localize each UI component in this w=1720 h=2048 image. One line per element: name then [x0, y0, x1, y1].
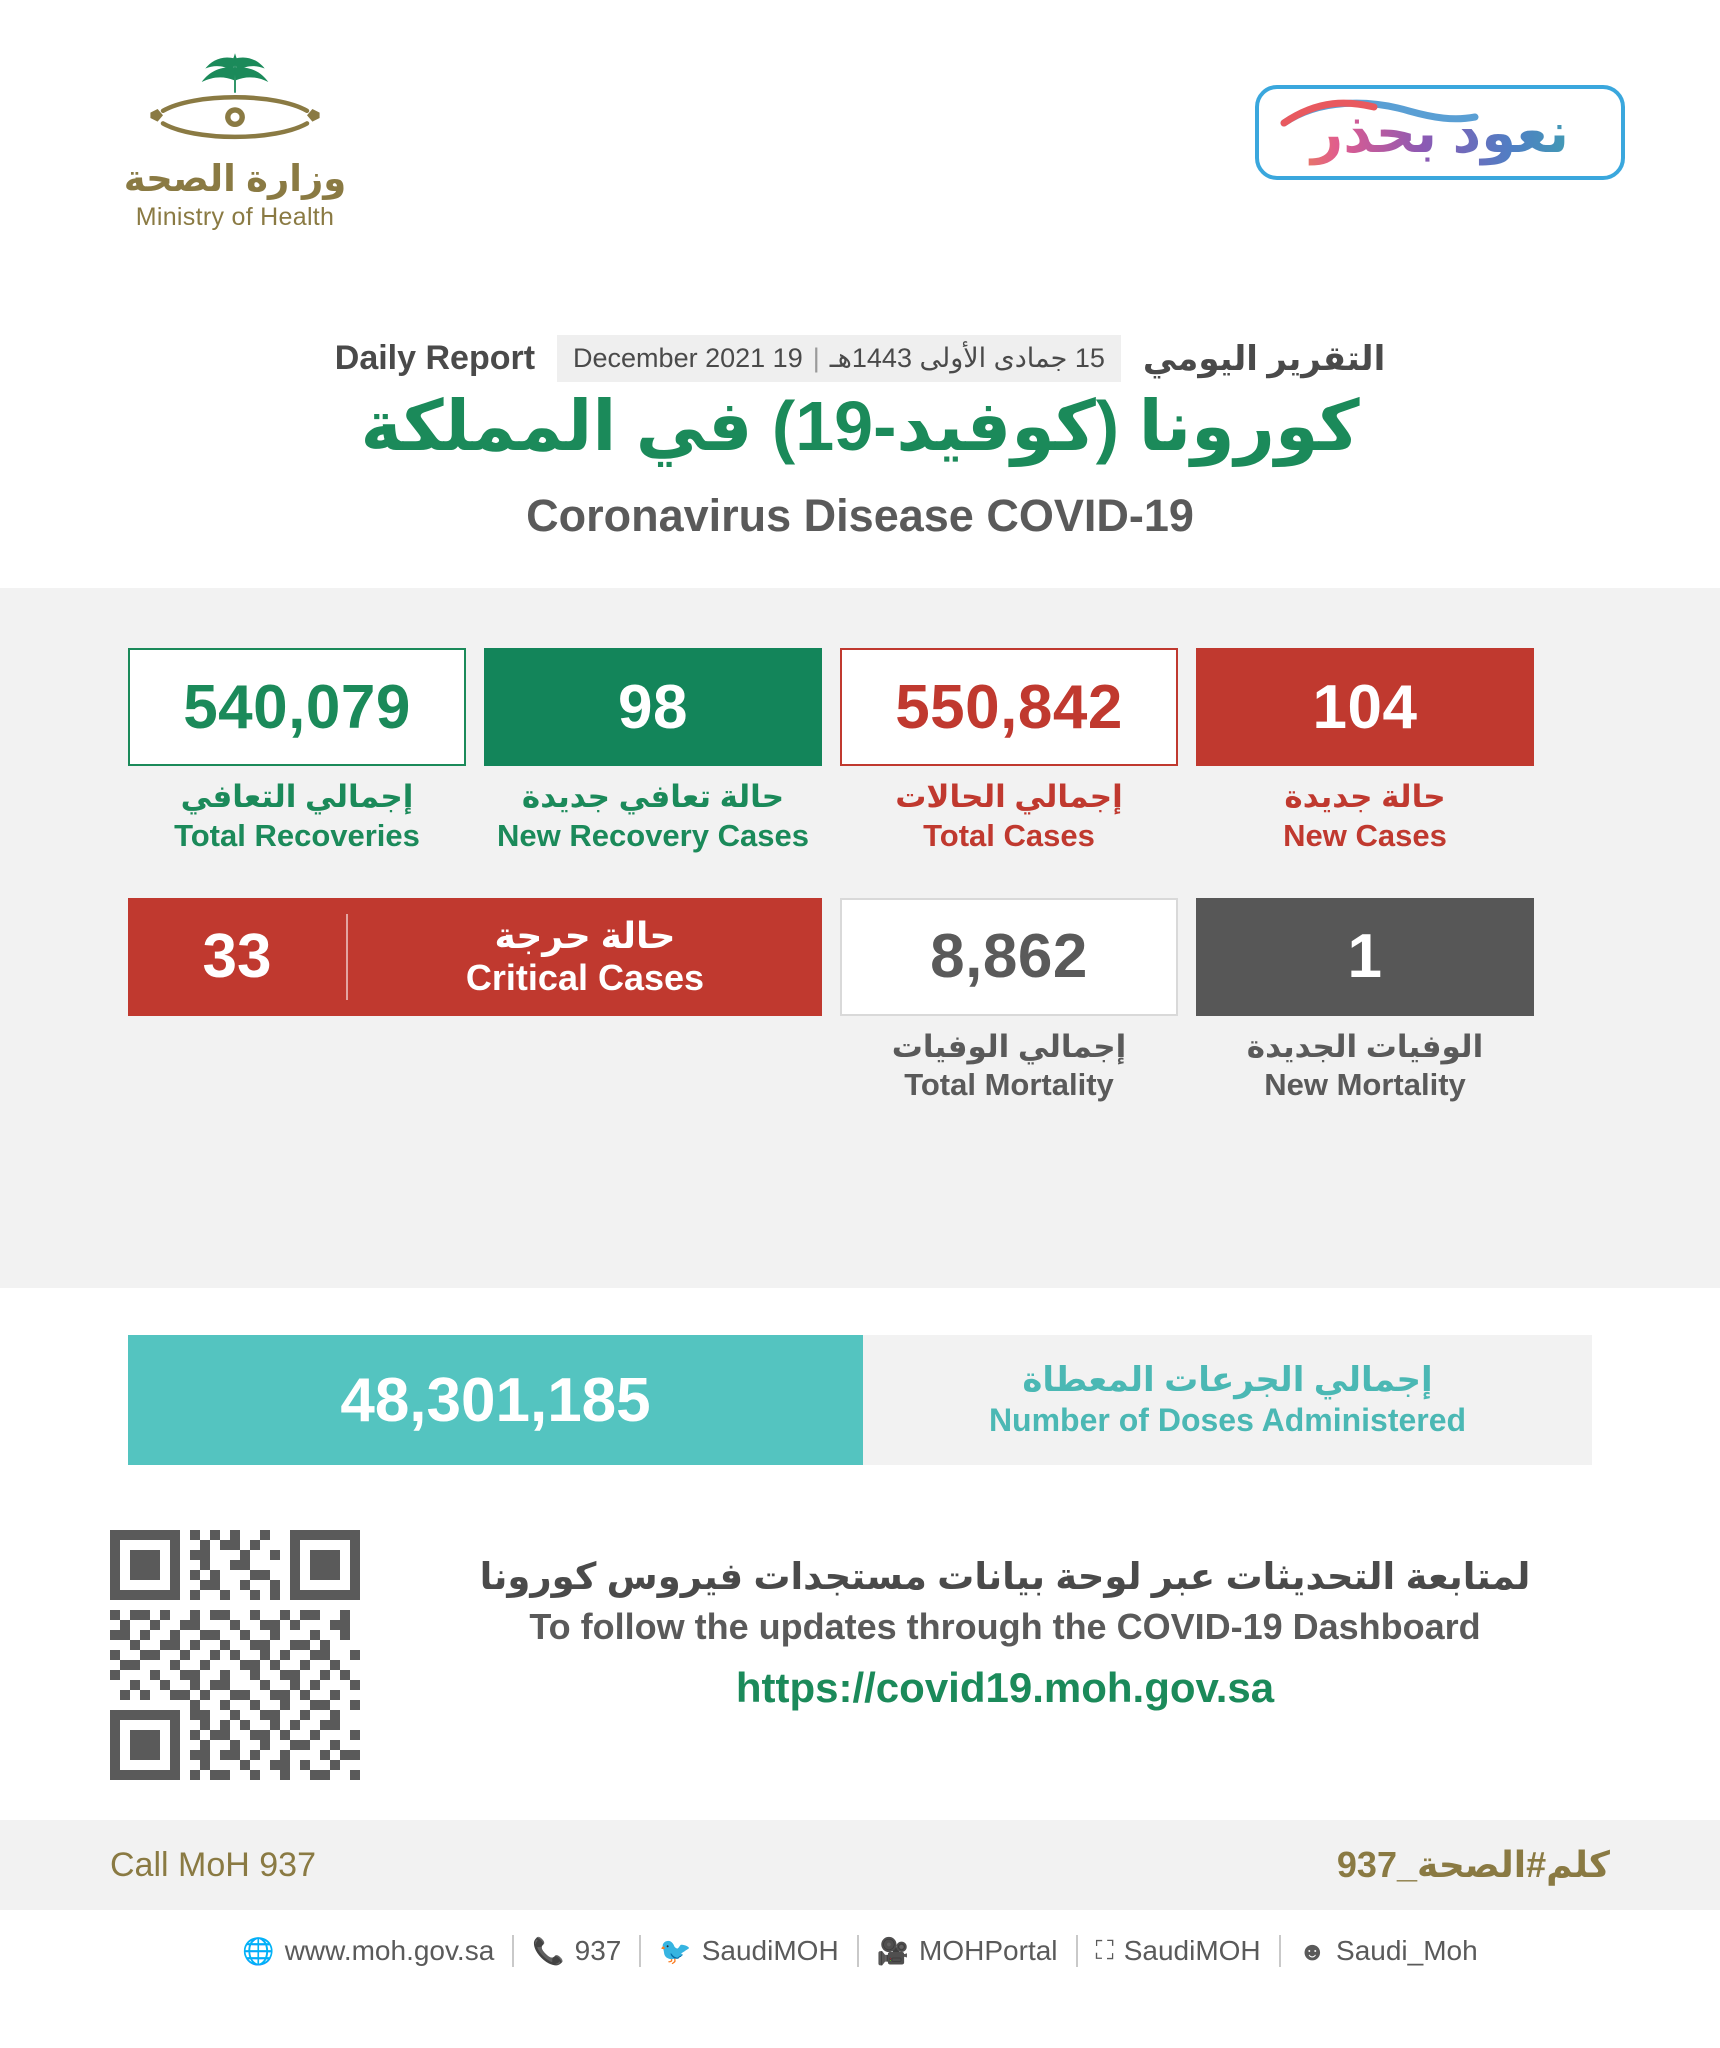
stat-labels: [840, 778, 1178, 856]
stat-label-en: Total Cases: [923, 817, 1095, 853]
report-date-row: [0, 335, 1720, 382]
stat-critical-cases: [128, 898, 822, 1016]
footer-label: MOHPortal: [919, 1935, 1058, 1966]
critical-labels: [348, 915, 822, 998]
footer-label: www.moh.gov.sa: [284, 1935, 495, 1966]
stat-value-box: 1: [1196, 898, 1534, 1016]
ministry-of-health-logo: [90, 45, 380, 232]
stat-new-mortality: [1196, 898, 1534, 1106]
footer-label: SaudiMOH: [701, 1935, 839, 1966]
qr-code-graphic: [110, 1530, 360, 1780]
ministry-name-en: Ministry of Health: [135, 203, 335, 231]
footer-item-snapchat[interactable]: [1279, 1935, 1496, 1967]
date-separator: |: [812, 343, 820, 373]
palm-swords-emblem-icon: [145, 45, 325, 155]
stat-labels: [840, 1028, 1178, 1106]
footer-item-twitter[interactable]: [639, 1935, 856, 1967]
report-date-chip: [557, 335, 1121, 382]
stat-new-cases: [1196, 648, 1534, 856]
stat-label-en: Total Mortality: [904, 1067, 1114, 1103]
campaign-logo: [1255, 85, 1625, 180]
footer-item-phone[interactable]: [512, 1935, 639, 1967]
youtube-icon: 🎥: [876, 1935, 910, 1966]
critical-label-en: Critical Cases: [465, 956, 705, 998]
stat-value-box: 104: [1196, 648, 1534, 766]
doses-administered-bar: [128, 1335, 1592, 1465]
stat-labels: [1196, 778, 1534, 856]
doses-value: 48,301,185: [128, 1335, 863, 1465]
stat-total-cases: [840, 648, 1178, 856]
dashboard-text-ar: لمتابعة التحديثات عبر لوحة بيانات مستجدات فيروس كورونا: [479, 1556, 1531, 1597]
call-moh-en: Call MoH 937: [110, 1845, 316, 1884]
footer-item-youtube[interactable]: [857, 1935, 1076, 1967]
critical-label-ar: حالة حرجة: [494, 915, 676, 957]
stat-total-recoveries: [128, 648, 466, 856]
page-title-ar: كورونا (كوفيد-19) في المملكة: [360, 387, 1360, 465]
stat-label-en: New Mortality: [1264, 1067, 1466, 1103]
stats-row-primary: [128, 648, 1592, 856]
doses-label-en: Number of Doses Administered: [988, 1402, 1467, 1439]
footer-label: 937: [574, 1935, 622, 1966]
snapchat-icon: ☻: [1298, 1935, 1327, 1966]
daily-report-label-ar: التقرير اليومي: [1142, 339, 1386, 378]
doses-labels: [863, 1335, 1592, 1465]
date-gregorian: 19 December 2021: [573, 343, 803, 373]
stat-value-box: 98: [484, 648, 822, 766]
footer-label: SaudiMOH: [1123, 1935, 1261, 1966]
critical-cases-value: 33: [202, 922, 272, 991]
dashboard-url-link[interactable]: https://covid19.moh.gov.sa: [735, 1664, 1275, 1711]
doses-label-ar: إجمالي الجرعات المعطاة: [1022, 1361, 1433, 1400]
footer-item-website[interactable]: [224, 1935, 512, 1967]
call-moh-ar: كلم#الصحة_937: [1336, 1844, 1610, 1885]
facebook-icon: ⛶: [1095, 1935, 1114, 1965]
stat-label-en: New Cases: [1283, 817, 1447, 853]
statistics-panel: [0, 588, 1720, 1288]
stat-labels: [484, 778, 822, 856]
date-hijri: 15 جمادى الأولى 1443هـ: [829, 343, 1105, 373]
stat-labels: [1196, 1028, 1534, 1106]
stat-labels: [128, 778, 466, 856]
phone-icon: 📞: [532, 1935, 565, 1966]
twitter-icon: 🐦: [659, 1935, 692, 1966]
stat-value-box: 550,842: [840, 648, 1178, 766]
page-title-en: Coronavirus Disease COVID-19: [526, 490, 1194, 541]
campaign-text-ar: نعود بحذر: [1259, 89, 1621, 176]
globe-icon: 🌐: [242, 1935, 275, 1966]
footer-label: Saudi_Moh: [1336, 1935, 1478, 1966]
stat-total-mortality: [840, 898, 1178, 1106]
dashboard-callout: [400, 1555, 1610, 1712]
stat-label-en: Total Recoveries: [174, 817, 420, 853]
footer-item-facebook[interactable]: [1076, 1935, 1279, 1967]
stat-label-ar: حالة تعافي جديدة: [521, 779, 785, 814]
stat-label-en: New Recovery Cases: [497, 817, 809, 853]
daily-report-label-en: Daily Report: [334, 339, 536, 377]
stat-new-recovery-cases: [484, 648, 822, 856]
stat-value-box: 540,079: [128, 648, 466, 766]
stat-label-ar: إجمالي الوفيات: [891, 1028, 1127, 1064]
dashboard-text-en: To follow the updates through the COVID-19 Dashboard: [529, 1606, 1481, 1647]
qr-code-icon[interactable]: [110, 1530, 360, 1780]
ministry-name-ar: وزارة الصحة: [123, 158, 347, 199]
report-header: [0, 0, 1720, 541]
call-moh-bar: [0, 1820, 1720, 1910]
footer-social-bar: [0, 1935, 1720, 1967]
stat-label-ar: إجمالي التعافي: [180, 779, 414, 814]
stat-label-ar: الوفيات الجديدة: [1246, 1028, 1484, 1064]
stat-value-box: 8,862: [840, 898, 1178, 1016]
stat-label-ar: حالة جديدة: [1284, 779, 1446, 814]
stat-label-ar: إجمالي الحالات: [895, 779, 1123, 814]
stats-row-secondary: [128, 898, 1592, 1106]
